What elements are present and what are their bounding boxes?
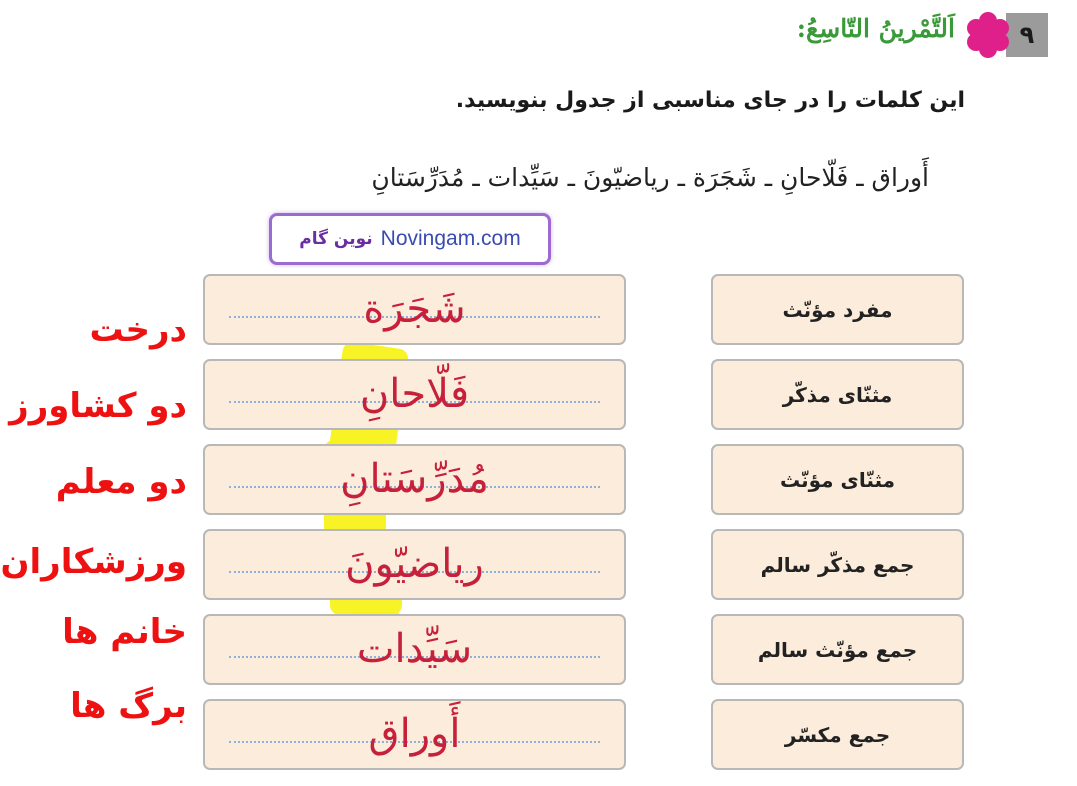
answer-text: شَجَرَة (363, 285, 466, 332)
flower-icon (966, 12, 1010, 58)
category-label: مثنّای مؤنّث (711, 444, 964, 515)
meaning-text: برگ ها (70, 686, 187, 726)
answer-text: رياضيّونَ (345, 540, 484, 587)
answer-field[interactable] (203, 614, 626, 685)
meaning-text: دو کشاورز (9, 386, 187, 426)
instruction-text: این کلمات را در جای مناسبی از جدول بنویسید. (455, 88, 965, 113)
watermark-brand: نوین گام (299, 229, 373, 249)
meaning-text: ورزشکاران (0, 542, 187, 582)
meaning-text: خانم ها (62, 612, 187, 652)
answer-field[interactable] (203, 444, 626, 515)
answer-text: أَوراق (368, 710, 461, 757)
category-label: جمع مؤنّث سالم (711, 614, 964, 685)
watermark-badge (269, 213, 551, 265)
category-label: جمع مذکّر سالم (711, 529, 964, 600)
answer-text: مُدَرِّسَتانِ (340, 455, 489, 502)
exercise-title: اَلتَّمْرينُ التّاسِعُ: (796, 14, 955, 43)
watermark-url: Novingam.com (380, 227, 521, 250)
answer-field[interactable] (203, 274, 626, 345)
meaning-text: درخت (89, 310, 187, 350)
answer-field[interactable] (203, 529, 626, 600)
category-label: مفرد مؤنّث (711, 274, 964, 345)
word-list: أَوراق ـ فَلّاحانِ ـ شَجَرَة ـ رياضيّونَ ـ سَيِّدات ـ مُدَرِّسَتانِ (371, 163, 929, 192)
answer-field[interactable] (203, 699, 626, 770)
answer-field[interactable] (203, 359, 626, 430)
answer-text: سَيِّدات (356, 625, 473, 672)
exercise-number: ٩ (1006, 13, 1048, 57)
answer-text: فَلّاحانِ (359, 370, 470, 417)
meaning-text: دو معلم (55, 462, 187, 502)
category-label: جمع مکسّر (711, 699, 964, 770)
category-label: مثنّای مذکّر (711, 359, 964, 430)
